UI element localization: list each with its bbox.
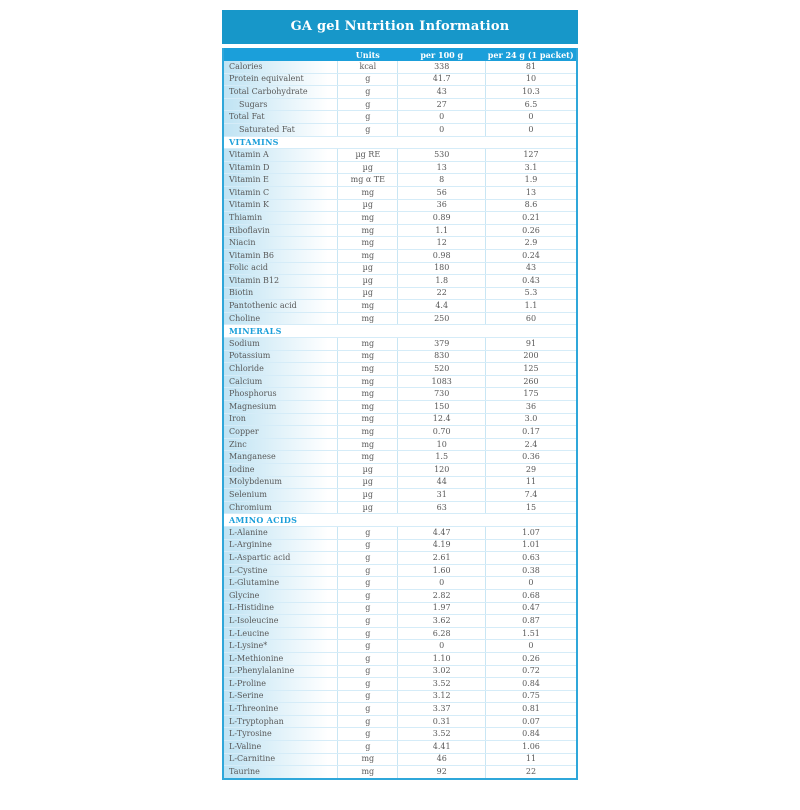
table-row	[223, 552, 577, 565]
col-header-units: Units	[338, 48, 398, 61]
row-label: L-Threonine	[223, 703, 338, 716]
per-100g-cell: 41.7	[398, 73, 485, 86]
table-row	[223, 652, 577, 665]
table-row	[223, 476, 577, 489]
section-header-label: AMINO ACIDS	[223, 514, 577, 527]
unit-cell: g	[338, 627, 398, 640]
table-row	[223, 312, 577, 325]
unit-cell: g	[338, 86, 398, 99]
unit-cell: g	[338, 665, 398, 678]
row-label: Taurine	[223, 766, 338, 779]
unit-cell: kcal	[338, 61, 398, 73]
unit-cell: g	[338, 123, 398, 136]
table-row	[223, 426, 577, 439]
row-label: Calcium	[223, 375, 338, 388]
unit-cell: g	[338, 678, 398, 691]
per-100g-cell: 3.02	[398, 665, 485, 678]
row-label: Saturated Fat	[223, 123, 338, 136]
unit-cell: mg	[338, 312, 398, 325]
col-header-blank	[223, 48, 338, 61]
row-label: Vitamin D	[223, 161, 338, 174]
row-label: Pantothenic acid	[223, 300, 338, 313]
row-label: Copper	[223, 426, 338, 439]
per-24g-cell: 8.6	[485, 199, 577, 212]
table-row	[223, 375, 577, 388]
per-24g-cell: 0.26	[485, 224, 577, 237]
row-label: L-Leucine	[223, 627, 338, 640]
row-label: Vitamin C	[223, 186, 338, 199]
unit-cell: mg	[338, 438, 398, 451]
table-row	[223, 61, 577, 73]
per-100g-cell: 3.62	[398, 615, 485, 628]
row-label: Selenium	[223, 489, 338, 502]
per-24g-cell: 0	[485, 640, 577, 653]
per-100g-cell: 12	[398, 237, 485, 250]
table-row	[223, 98, 577, 111]
per-100g-cell: 3.52	[398, 728, 485, 741]
row-label: Sodium	[223, 338, 338, 351]
per-100g-cell: 4.4	[398, 300, 485, 313]
table-row	[223, 665, 577, 678]
col-header-per-100g: per 100 g	[398, 48, 485, 61]
table-row	[223, 388, 577, 401]
per-100g-cell: 12.4	[398, 413, 485, 426]
per-100g-cell: 0.70	[398, 426, 485, 439]
row-label: Vitamin A	[223, 149, 338, 162]
unit-cell: g	[338, 728, 398, 741]
row-label: Manganese	[223, 451, 338, 464]
per-24g-cell: 1.07	[485, 526, 577, 539]
table-row	[223, 123, 577, 136]
per-100g-cell: 120	[398, 464, 485, 477]
per-100g-cell: 338	[398, 61, 485, 73]
table-row	[223, 212, 577, 225]
per-100g-cell: 13	[398, 161, 485, 174]
per-24g-cell: 1.01	[485, 539, 577, 552]
per-24g-cell: 0.43	[485, 275, 577, 288]
table-row	[223, 275, 577, 288]
unit-cell: g	[338, 640, 398, 653]
per-24g-cell: 10.3	[485, 86, 577, 99]
per-24g-cell: 1.9	[485, 174, 577, 187]
per-100g-cell: 1.97	[398, 602, 485, 615]
per-100g-cell: 1.60	[398, 564, 485, 577]
table-row	[223, 741, 577, 754]
per-100g-cell: 1.1	[398, 224, 485, 237]
per-100g-cell: 27	[398, 98, 485, 111]
row-label: Riboflavin	[223, 224, 338, 237]
row-label: Chromium	[223, 501, 338, 514]
unit-cell: µg	[338, 287, 398, 300]
per-100g-cell: 830	[398, 350, 485, 363]
row-label: L-Glutamine	[223, 577, 338, 590]
per-24g-cell: 0.84	[485, 678, 577, 691]
row-label: L-Histidine	[223, 602, 338, 615]
unit-cell: mg	[338, 249, 398, 262]
unit-cell: g	[338, 615, 398, 628]
unit-cell: µg RE	[338, 149, 398, 162]
section-header-row	[223, 325, 577, 338]
per-100g-cell: 3.37	[398, 703, 485, 716]
per-24g-cell: 2.9	[485, 237, 577, 250]
table-row	[223, 262, 577, 275]
table-row	[223, 300, 577, 313]
per-24g-cell: 11	[485, 753, 577, 766]
per-100g-cell: 63	[398, 501, 485, 514]
unit-cell: µg	[338, 501, 398, 514]
per-100g-cell: 520	[398, 363, 485, 376]
unit-cell: mg	[338, 186, 398, 199]
table-row	[223, 577, 577, 590]
row-label: L-Tryptophan	[223, 715, 338, 728]
row-label: L-Serine	[223, 690, 338, 703]
per-100g-cell: 730	[398, 388, 485, 401]
table-row	[223, 413, 577, 426]
row-label: L-Proline	[223, 678, 338, 691]
row-label: Niacin	[223, 237, 338, 250]
unit-cell: mg	[338, 224, 398, 237]
table-row	[223, 338, 577, 351]
table-row	[223, 438, 577, 451]
per-100g-cell: 6.28	[398, 627, 485, 640]
row-label: Chloride	[223, 363, 338, 376]
table-row	[223, 86, 577, 99]
unit-cell: mg	[338, 413, 398, 426]
per-24g-cell: 43	[485, 262, 577, 275]
per-24g-cell: 0	[485, 577, 577, 590]
table-row	[223, 249, 577, 262]
unit-cell: mg	[338, 350, 398, 363]
table-row	[223, 728, 577, 741]
row-label: Iron	[223, 413, 338, 426]
per-100g-cell: 530	[398, 149, 485, 162]
unit-cell: mg	[338, 426, 398, 439]
per-100g-cell: 0.89	[398, 212, 485, 225]
row-label: Total Carbohydrate	[223, 86, 338, 99]
per-100g-cell: 0	[398, 640, 485, 653]
table-row	[223, 690, 577, 703]
table-row	[223, 111, 577, 124]
row-label: Vitamin E	[223, 174, 338, 187]
unit-cell: mg	[338, 451, 398, 464]
table-row	[223, 401, 577, 414]
per-24g-cell: 1.51	[485, 627, 577, 640]
per-24g-cell: 7.4	[485, 489, 577, 502]
row-label: Sugars	[223, 98, 338, 111]
row-label: Magnesium	[223, 401, 338, 414]
table-row	[223, 564, 577, 577]
unit-cell: mg	[338, 375, 398, 388]
table-row	[223, 287, 577, 300]
row-label: Molybdenum	[223, 476, 338, 489]
unit-cell: g	[338, 111, 398, 124]
row-label: Thiamin	[223, 212, 338, 225]
per-24g-cell: 0.17	[485, 426, 577, 439]
per-24g-cell: 60	[485, 312, 577, 325]
col-header-per-24g: per 24 g (1 packet)	[485, 48, 577, 61]
row-label: Phosphorus	[223, 388, 338, 401]
unit-cell: mg	[338, 212, 398, 225]
per-100g-cell: 92	[398, 766, 485, 779]
per-100g-cell: 56	[398, 186, 485, 199]
unit-cell: µg	[338, 464, 398, 477]
table-row	[223, 501, 577, 514]
row-label: L-Aspartic acid	[223, 552, 338, 565]
per-100g-cell: 44	[398, 476, 485, 489]
unit-cell: g	[338, 652, 398, 665]
per-100g-cell: 2.82	[398, 589, 485, 602]
unit-cell: mg	[338, 753, 398, 766]
row-label: L-Cystine	[223, 564, 338, 577]
row-label: L-Methionine	[223, 652, 338, 665]
per-100g-cell: 4.47	[398, 526, 485, 539]
per-24g-cell: 0.47	[485, 602, 577, 615]
per-24g-cell: 5.3	[485, 287, 577, 300]
per-24g-cell: 81	[485, 61, 577, 73]
table-row	[223, 589, 577, 602]
per-24g-cell: 1.1	[485, 300, 577, 313]
per-100g-cell: 0	[398, 123, 485, 136]
per-24g-cell: 0	[485, 123, 577, 136]
row-label: Choline	[223, 312, 338, 325]
per-24g-cell: 13	[485, 186, 577, 199]
table-row	[223, 464, 577, 477]
table-row	[223, 678, 577, 691]
per-24g-cell: 0.68	[485, 589, 577, 602]
row-label: L-Lysine*	[223, 640, 338, 653]
per-24g-cell: 3.0	[485, 413, 577, 426]
table-row	[223, 753, 577, 766]
table-row	[223, 237, 577, 250]
per-100g-cell: 3.12	[398, 690, 485, 703]
per-24g-cell: 22	[485, 766, 577, 779]
unit-cell: g	[338, 741, 398, 754]
per-100g-cell: 31	[398, 489, 485, 502]
row-label: Glycine	[223, 589, 338, 602]
row-label: Folic acid	[223, 262, 338, 275]
per-100g-cell: 150	[398, 401, 485, 414]
row-label: L-Valine	[223, 741, 338, 754]
per-24g-cell: 200	[485, 350, 577, 363]
table-row	[223, 161, 577, 174]
table-row	[223, 715, 577, 728]
row-label: Total Fat	[223, 111, 338, 124]
per-24g-cell: 0.84	[485, 728, 577, 741]
row-label: Zinc	[223, 438, 338, 451]
table-row	[223, 703, 577, 716]
unit-cell: mg	[338, 388, 398, 401]
unit-cell: µg	[338, 275, 398, 288]
table-row	[223, 539, 577, 552]
row-label: Potassium	[223, 350, 338, 363]
per-100g-cell: 0.98	[398, 249, 485, 262]
table-row	[223, 350, 577, 363]
unit-cell: g	[338, 690, 398, 703]
table-row	[223, 363, 577, 376]
per-24g-cell: 127	[485, 149, 577, 162]
unit-cell: g	[338, 602, 398, 615]
per-24g-cell: 0.24	[485, 249, 577, 262]
per-100g-cell: 250	[398, 312, 485, 325]
section-header-label: MINERALS	[223, 325, 577, 338]
per-100g-cell: 3.52	[398, 678, 485, 691]
table-row	[223, 149, 577, 162]
table-row	[223, 224, 577, 237]
per-24g-cell: 36	[485, 401, 577, 414]
row-label: L-Alanine	[223, 526, 338, 539]
per-100g-cell: 0.31	[398, 715, 485, 728]
per-100g-cell: 4.41	[398, 741, 485, 754]
row-label: Iodine	[223, 464, 338, 477]
table-row	[223, 602, 577, 615]
row-label: L-Phenylalanine	[223, 665, 338, 678]
unit-cell: g	[338, 703, 398, 716]
row-label: L-Carnitine	[223, 753, 338, 766]
per-100g-cell: 1.8	[398, 275, 485, 288]
per-24g-cell: 91	[485, 338, 577, 351]
unit-cell: g	[338, 589, 398, 602]
per-24g-cell: 0	[485, 111, 577, 124]
unit-cell: g	[338, 539, 398, 552]
per-100g-cell: 4.19	[398, 539, 485, 552]
unit-cell: µg	[338, 199, 398, 212]
per-24g-cell: 0.38	[485, 564, 577, 577]
per-100g-cell: 2.61	[398, 552, 485, 565]
unit-cell: mg	[338, 300, 398, 313]
row-label: L-Tyrosine	[223, 728, 338, 741]
unit-cell: mg	[338, 338, 398, 351]
per-24g-cell: 0.36	[485, 451, 577, 464]
per-24g-cell: 10	[485, 73, 577, 86]
table-row	[223, 615, 577, 628]
per-100g-cell: 1083	[398, 375, 485, 388]
per-100g-cell: 1.5	[398, 451, 485, 464]
table-row	[223, 766, 577, 779]
per-100g-cell: 379	[398, 338, 485, 351]
per-24g-cell: 125	[485, 363, 577, 376]
unit-cell: mg	[338, 401, 398, 414]
per-24g-cell: 3.1	[485, 161, 577, 174]
unit-cell: g	[338, 715, 398, 728]
unit-cell: mg	[338, 363, 398, 376]
table-row	[223, 451, 577, 464]
section-header-label: VITAMINS	[223, 136, 577, 149]
unit-cell: mg	[338, 237, 398, 250]
per-24g-cell: 15	[485, 501, 577, 514]
unit-cell: g	[338, 564, 398, 577]
table-row	[223, 174, 577, 187]
per-100g-cell: 8	[398, 174, 485, 187]
table-row	[223, 526, 577, 539]
per-100g-cell: 22	[398, 287, 485, 300]
per-24g-cell: 11	[485, 476, 577, 489]
unit-cell: mg	[338, 766, 398, 779]
per-100g-cell: 43	[398, 86, 485, 99]
row-label: Protein equivalent	[223, 73, 338, 86]
table-row	[223, 186, 577, 199]
section-header-row	[223, 514, 577, 527]
section-header-row	[223, 136, 577, 149]
per-24g-cell: 0.87	[485, 615, 577, 628]
table-row	[223, 199, 577, 212]
unit-cell: g	[338, 552, 398, 565]
per-24g-cell: 0.26	[485, 652, 577, 665]
per-100g-cell: 0	[398, 111, 485, 124]
table-row	[223, 489, 577, 502]
per-24g-cell: 175	[485, 388, 577, 401]
per-24g-cell: 0.07	[485, 715, 577, 728]
per-100g-cell: 1.10	[398, 652, 485, 665]
row-label: Biotin	[223, 287, 338, 300]
unit-cell: g	[338, 98, 398, 111]
row-label: Calories	[223, 61, 338, 73]
unit-cell: g	[338, 577, 398, 590]
nutrition-table	[222, 48, 578, 780]
unit-cell: µg	[338, 262, 398, 275]
table-row	[223, 627, 577, 640]
per-24g-cell: 1.06	[485, 741, 577, 754]
per-24g-cell: 0.75	[485, 690, 577, 703]
unit-cell: µg	[338, 476, 398, 489]
unit-cell: g	[338, 526, 398, 539]
unit-cell: mg α TE	[338, 174, 398, 187]
table-row	[223, 73, 577, 86]
column-header-row	[223, 48, 577, 61]
unit-cell: µg	[338, 489, 398, 502]
per-100g-cell: 0	[398, 577, 485, 590]
panel-title: GA gel Nutrition Information	[222, 10, 578, 44]
per-100g-cell: 36	[398, 199, 485, 212]
per-100g-cell: 180	[398, 262, 485, 275]
per-24g-cell: 2.4	[485, 438, 577, 451]
row-label: Vitamin B6	[223, 249, 338, 262]
unit-cell: µg	[338, 161, 398, 174]
row-label: Vitamin B12	[223, 275, 338, 288]
unit-cell: g	[338, 73, 398, 86]
table-row	[223, 640, 577, 653]
per-100g-cell: 10	[398, 438, 485, 451]
per-24g-cell: 0.63	[485, 552, 577, 565]
per-24g-cell: 0.81	[485, 703, 577, 716]
nutrition-panel	[222, 10, 578, 780]
row-label: Vitamin K	[223, 199, 338, 212]
per-24g-cell: 6.5	[485, 98, 577, 111]
per-24g-cell: 0.21	[485, 212, 577, 225]
per-24g-cell: 260	[485, 375, 577, 388]
row-label: L-Arginine	[223, 539, 338, 552]
per-100g-cell: 46	[398, 753, 485, 766]
per-24g-cell: 29	[485, 464, 577, 477]
per-24g-cell: 0.72	[485, 665, 577, 678]
row-label: L-Isoleucine	[223, 615, 338, 628]
